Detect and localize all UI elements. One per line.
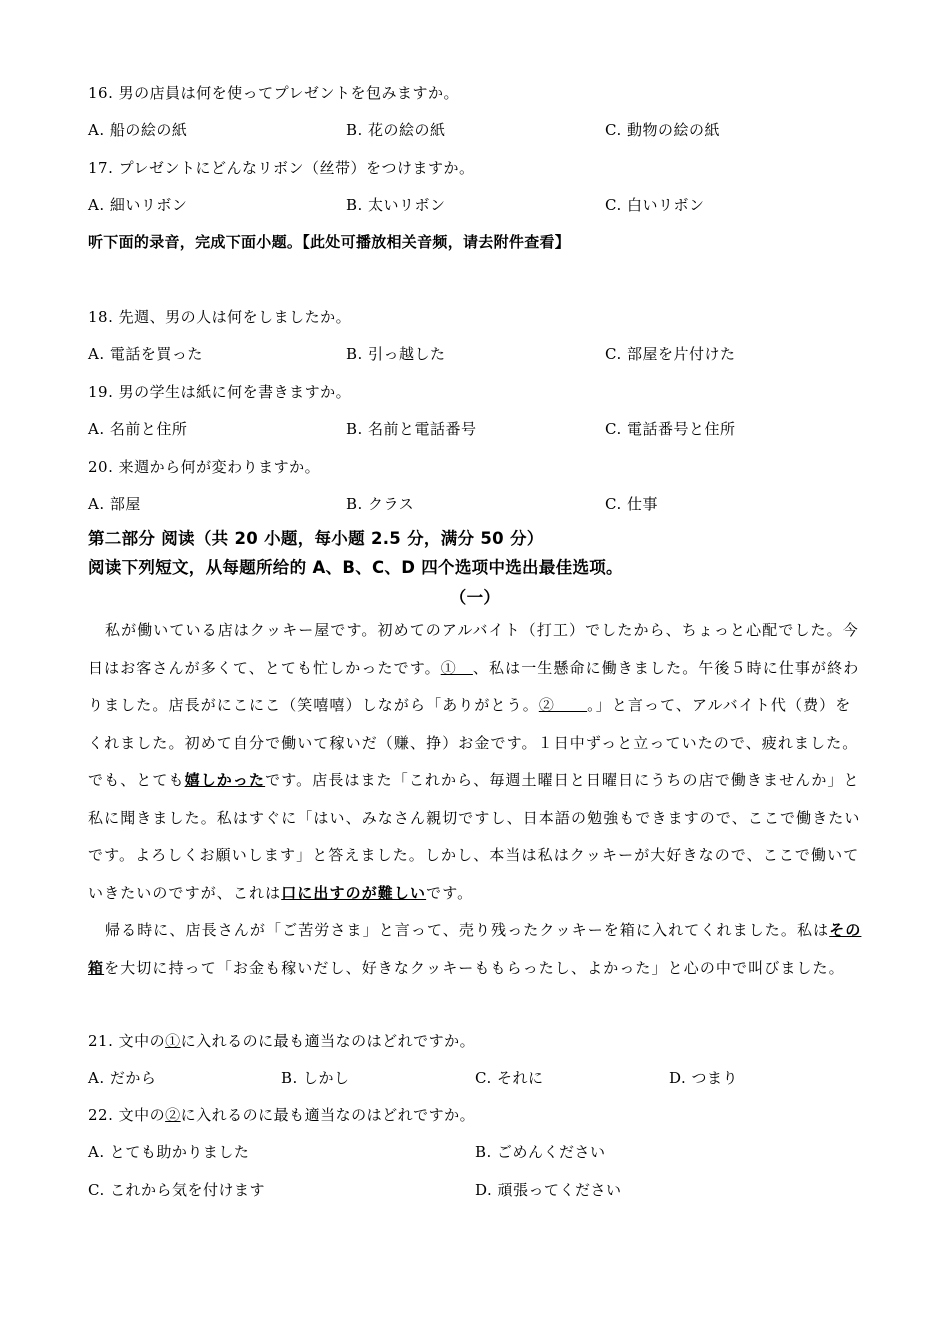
passage-text: です。 bbox=[426, 883, 474, 902]
passage-text: 帰る時に、店長さんが「ご苦労さま」と言って、売り残ったクッキーを箱に入れてくれました。私は bbox=[105, 921, 830, 939]
listening-instruction: 听下面的录音，完成下面小题。【此处可播放相关音频，请去附件查看】 bbox=[88, 233, 571, 251]
q22-option-c: C. これから気を付けます bbox=[88, 1181, 265, 1199]
q18-option-a: A. 電話を買った bbox=[88, 345, 203, 363]
q22-stem-text: に入れるのに最も適当なのはどれですか。 bbox=[180, 1106, 476, 1124]
passage-number: （一） bbox=[449, 588, 501, 607]
question-21-stem bbox=[88, 1030, 880, 1051]
q21-stem-text: 21. 文中の bbox=[88, 1032, 166, 1050]
q22-option-a: A. とても助かりました bbox=[88, 1143, 250, 1161]
q19-option-a: A. 名前と住所 bbox=[88, 420, 188, 438]
q20-option-b: B. クラス bbox=[346, 495, 415, 513]
passage-text: です。店長はまた「これから、毎週土曜日と日曜日にうちの店で働きませんか」と私に聞きました。私はすぐに「はい、みなさん親切ですし、日本語の勉強もできますので、ここで働きたいです。よろしくお願いします」と答えました。しかし、本当は私はクッキーが大好きなので、ここで働いていきたいのですが、これは bbox=[88, 771, 861, 902]
q22-option-b: B. ごめんください bbox=[475, 1143, 606, 1161]
question-16-stem: 16. 男の店員は何を使ってプレゼントを包みますか。 bbox=[88, 84, 460, 102]
q22-mark: ② bbox=[165, 1106, 181, 1124]
question-19-stem: 19. 男の学生は紙に何を書きますか。 bbox=[88, 383, 352, 401]
question-20-stem: 20. 来週から何が変わりますか。 bbox=[88, 458, 321, 476]
q21-option-c: C. それに bbox=[475, 1069, 544, 1087]
passage-text: 私が働いている店はクッキー屋です。初めてのアルバイト（打工）でしたから、ちょっと心配でした。今日はお客さんが多くて、とても忙しかったです。 bbox=[88, 621, 859, 677]
underlined-phrase-1: 嬉しかった bbox=[184, 771, 266, 789]
q18-option-c: C. 部屋を片付けた bbox=[605, 345, 736, 363]
question-22-stem bbox=[88, 1104, 880, 1125]
q17-option-a: A. 細いリボン bbox=[88, 196, 188, 214]
q18-option-b: B. 引っ越した bbox=[346, 345, 446, 363]
passage-paragraph-1 bbox=[88, 612, 864, 912]
q22-stem-text: 22. 文中の bbox=[88, 1106, 166, 1124]
q20-option-a: A. 部屋 bbox=[88, 495, 141, 513]
blank-2: ② bbox=[538, 696, 588, 714]
q16-option-b: B. 花の絵の紙 bbox=[346, 121, 446, 139]
q19-option-c: C. 電話番号と住所 bbox=[605, 420, 736, 438]
question-18-stem: 18. 先週、男の人は何をしましたか。 bbox=[88, 308, 352, 326]
underlined-phrase-2: 口に出すのが難しい bbox=[281, 883, 427, 902]
q21-stem-text: に入れるのに最も適当なのはどれですか。 bbox=[180, 1032, 476, 1050]
q19-option-b: B. 名前と電話番号 bbox=[346, 420, 477, 438]
passage-text: を大切に持って「お金も稼いだし、好きなクッキーももらったし、よかった」と心の中で叫びました。 bbox=[104, 958, 845, 977]
q16-option-a: A. 船の絵の紙 bbox=[88, 121, 188, 139]
q16-option-c: C. 動物の絵の紙 bbox=[605, 121, 720, 139]
blank-1: ① bbox=[440, 658, 473, 677]
q17-option-c: C. 白いリボン bbox=[605, 196, 705, 214]
question-17-stem: 17. プレゼントにどんなリボン（丝带）をつけますか。 bbox=[88, 159, 475, 177]
passage-text: 。」と言って、アルバイト代（费）をくれました。初めて自分で働いて稼いだ（赚、挣）お金です。１日中ずっと立っていたので、疲れました。でも、とても bbox=[88, 696, 859, 789]
q21-option-b: B. しかし bbox=[281, 1069, 350, 1087]
part2-instruction: 阅读下列短文，从每题所给的 A、B、C、D 四个选项中选出最佳选项。 bbox=[88, 558, 623, 577]
q21-mark: ① bbox=[165, 1032, 181, 1050]
underlined-phrase-3: その箱 bbox=[88, 921, 862, 977]
q17-option-b: B. 太いリボン bbox=[346, 196, 446, 214]
q21-option-d: D. つまり bbox=[669, 1069, 739, 1087]
q22-option-d: D. 頑張ってください bbox=[475, 1181, 622, 1199]
q20-option-c: C. 仕事 bbox=[605, 495, 658, 513]
passage-paragraph-2 bbox=[88, 912, 864, 987]
passage-text: 、私は一生懸命に働きました。午後５時に仕事が終わりました。店長がにこにこ（笑嘻嘻）しながら「ありがとう。 bbox=[88, 658, 860, 714]
part2-title: 第二部分 阅读（共 20 小题，每小题 2.5 分，满分 50 分） bbox=[88, 529, 544, 548]
q21-option-a: A. だから bbox=[88, 1069, 157, 1087]
